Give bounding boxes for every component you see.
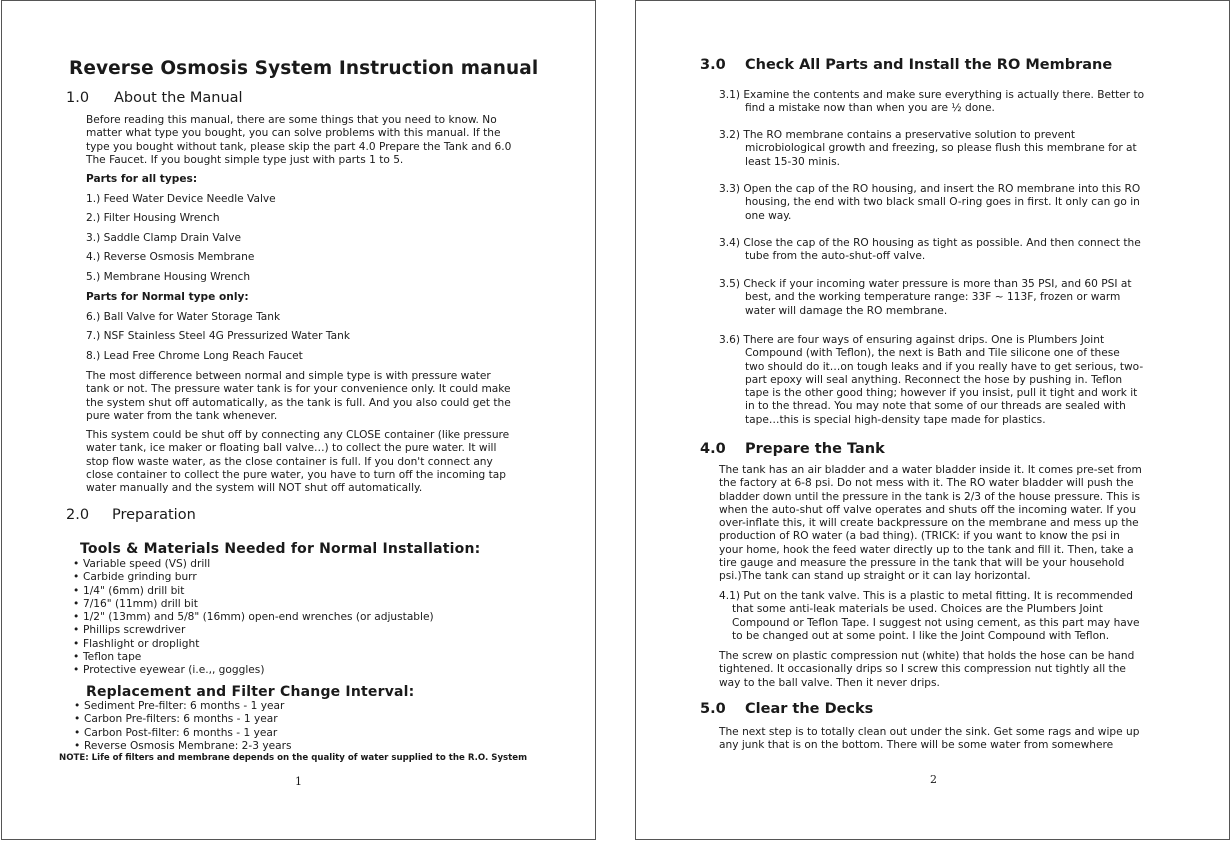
list-item: • Carbide grinding burr [73, 571, 434, 584]
parts-all-heading: Parts for all types: [86, 173, 198, 185]
parts-list-item: 7.) NSF Stainless Steel 4G Pressurized Water Tank [86, 330, 350, 342]
parts-list-item: 5.) Membrane Housing Wrench [86, 271, 251, 283]
parts-list-item: 8.) Lead Free Chrome Long Reach Faucet [86, 350, 303, 362]
parts-list-item: 6.) Ball Valve for Water Storage Tank [86, 311, 281, 323]
list-item: • Teflon tape [73, 651, 434, 664]
section-1-heading: 1.0 About the Manual [66, 90, 243, 106]
list-item: • Carbon Pre-filters: 6 months - 1 year [74, 713, 292, 726]
list-item: • Carbon Post-filter: 6 months - 1 year [74, 727, 292, 740]
step-3-4: 3.4) Close the cap of the RO housing as tight as possible. And then connect the tube from the auto-shut-off valve. [719, 237, 1141, 263]
parts-list-item: 3.) Saddle Clamp Drain Valve [86, 232, 242, 244]
filter-life-note: NOTE: Life of filters and membrane depends on the quality of water supplied to the R.O. System [59, 753, 528, 763]
list-item: • 7/16" (11mm) drill bit [73, 598, 434, 611]
list-item: • 1/2" (13mm) and 5/8" (16mm) open-end wrenches (or adjustable) [73, 611, 434, 624]
section-4-paragraph-2: The screw on plastic compression nut (white) that holds the hose can be hand tightened. It occasionally drips so I screw this compression nut tightly all the way to the ball valve. Then it never drips. [719, 650, 1135, 689]
parts-list-item: 2.) Filter Housing Wrench [86, 212, 220, 224]
step-3-1: 3.1) Examine the contents and make sure everything is actually there. Better to find a mistake now than when you are ½ done. [719, 89, 1145, 115]
replacement-list [74, 700, 292, 753]
page-number: 1 [295, 775, 302, 788]
section-4-paragraph: The tank has an air bladder and a water bladder inside it. It comes pre-set from the factory at 6-8 psi. Do not mess with it. The RO water bladder will push the bladder down until the pressure in the tank is 2/3 of the house pressure. This is when the auto-shut off valve operates and shuts off the incoming water. If you over-inflate this, it will create backpressure on the membrane and mess up the production of RO water (a bad thing). (TRICK: if you want to know the psi in your home, hook the feed water directly up to the tank and fill it. Then, take a tire gauge and measure the pressure in the tank that will be your household psi.)The tank can stand up straight or it can lay horizontal. [719, 464, 1142, 583]
section-5-paragraph: The next step is to totally clean out under the sink. Get some rags and wipe up any junk that is on the bottom. There will be some water from somewhere [719, 726, 1140, 752]
section-1-paragraph-3: This system could be shut off by connecting any CLOSE container (like pressure water tank, ice maker or floating ball valve…) to collect the pure water. It will stop flow waste water, as the close container is full. If you don't connect any close container to collect the pure water, you have to turn off the incoming tap water manually and the system will NOT shut off automatically. [86, 429, 510, 495]
section-3-heading: 3.0 Check All Parts and Install the RO Membrane [700, 57, 1113, 73]
section-1-paragraph-2: The most difference between normal and simple type is with pressure water tank or not. The pressure water tank is for your convenience only. It could make the system shut off automatically, as the tank is full. And you also could get the pure water from the tank whenever. [86, 370, 511, 422]
tools-list [73, 558, 434, 678]
section-1-intro: Before reading this manual, there are some things that you need to know. No matter what type you bought, you can solve problems with this manual. If the type you bought without tank, please skip the part 4.0 Prepare the Tank and 6.0 The Faucet. If you bought simple type just with parts 1 to 5. [86, 114, 512, 166]
document-page-2 [635, 0, 1230, 840]
list-item: • Sediment Pre-filter: 6 months - 1 year [74, 700, 292, 713]
step-3-3: 3.3) Open the cap of the RO housing, and insert the RO membrane into this RO housing, the end with two black small O-ring goes in first. It only can go in one way. [719, 183, 1141, 222]
step-3-6: 3.6) There are four ways of ensuring against drips. One is Plumbers Joint Compound (with Teflon), the next is Bath and Tile silicone one of these two should do it…on tough leaks and if you really have to get serious, two- part epoxy will seal anything. Reconnect the hose by pushing in. Teflon tape is the other good thing; however if you insist, pull it tight and work it in to the thread. You may note that some of our threads are sealed with tape…this is special high-density tape made for plastics. [719, 334, 1144, 426]
tools-heading: Tools & Materials Needed for Normal Installation: [80, 541, 481, 557]
document-title: Reverse Osmosis System Instruction manual [69, 58, 539, 79]
step-4-1: 4.1) Put on the tank valve. This is a plastic to metal fitting. It is recommended that some anti-leak materials be used. Choices are the Plumbers Joint Compound or Teflon Tape. I suggest not using cement, as this part may have to be changed out at some point. I like the Joint Compound with Teflon. [719, 590, 1140, 642]
list-item: • 1/4" (6mm) drill bit [73, 585, 434, 598]
section-4-heading: 4.0 Prepare the Tank [700, 441, 885, 457]
section-2-heading: 2.0 Preparation [66, 507, 196, 523]
list-item: • Flashlight or droplight [73, 638, 434, 651]
document-page-1 [1, 0, 596, 840]
list-item: • Variable speed (VS) drill [73, 558, 434, 571]
parts-list-item: 1.) Feed Water Device Needle Valve [86, 193, 276, 205]
list-item: • Protective eyewear (i.e.,, goggles) [73, 664, 434, 677]
section-5-heading: 5.0 Clear the Decks [700, 701, 874, 717]
page-number: 2 [930, 773, 937, 786]
list-item: • Reverse Osmosis Membrane: 2-3 years [74, 740, 292, 753]
step-3-2: 3.2) The RO membrane contains a preservative solution to prevent microbiological growth and freezing, so please flush this membrane for at least 15-30 minis. [719, 129, 1137, 168]
replacement-heading: Replacement and Filter Change Interval: [86, 684, 415, 700]
step-3-5: 3.5) Check if your incoming water pressure is more than 35 PSI, and 60 PSI at best, and the working temperature range: 33F ~ 113F, frozen or warm water will damage the RO membrane. [719, 278, 1132, 317]
parts-normal-heading: Parts for Normal type only: [86, 291, 249, 303]
list-item: • Phillips screwdriver [73, 624, 434, 637]
parts-list-item: 4.) Reverse Osmosis Membrane [86, 251, 255, 263]
